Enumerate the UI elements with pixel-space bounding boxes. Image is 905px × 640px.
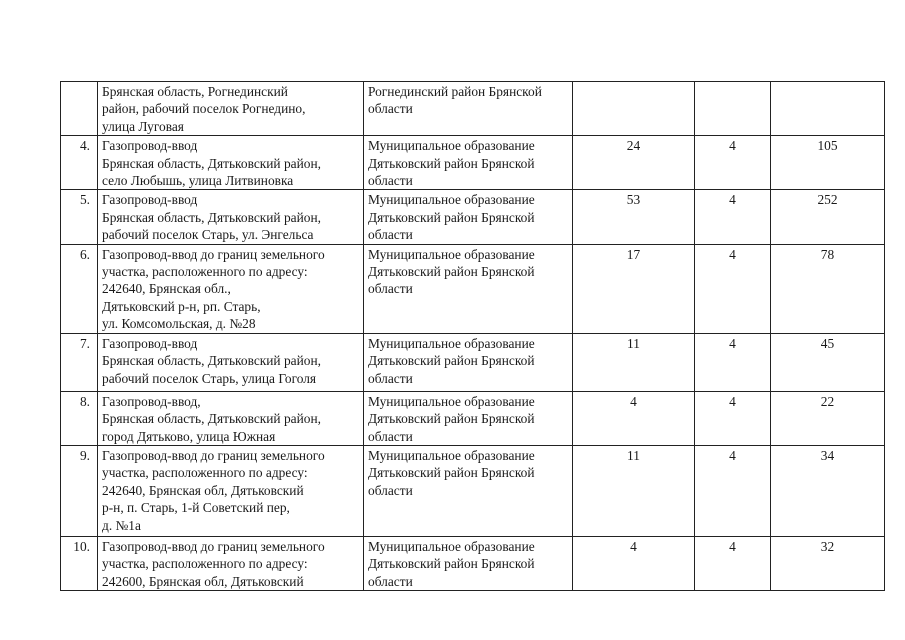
value-cell-3: 34: [771, 445, 885, 536]
row-number: 9.: [61, 445, 98, 536]
value-cell-1: 17: [573, 244, 695, 333]
table-row: [61, 190, 885, 244]
gas-pipeline-table: [60, 81, 885, 591]
table-row: [61, 333, 885, 391]
value-cell-2: 4: [695, 445, 771, 536]
municipality-cell: Рогнединский район Брянской области: [364, 82, 573, 136]
municipality-cell: Муниципальное образование Дятьковский район Брянской области: [364, 333, 573, 391]
table-row: [61, 391, 885, 445]
row-number: 10.: [61, 536, 98, 590]
object-cell: Газопровод-ввод Брянская область, Дятьковский район, село Любышь, улица Литвиновка: [98, 136, 364, 190]
table-row: [61, 82, 885, 136]
value-cell-3: 45: [771, 333, 885, 391]
row-number: 5.: [61, 190, 98, 244]
value-cell-2: [695, 82, 771, 136]
value-cell-3: 78: [771, 244, 885, 333]
municipality-cell: Муниципальное образование Дятьковский район Брянской области: [364, 391, 573, 445]
object-cell: Газопровод-ввод до границ земельного участка, расположенного по адресу: 242600, Брянская обл, Дятьковский: [98, 536, 364, 590]
object-cell: Газопровод-ввод до границ земельного участка, расположенного по адресу: 242640, Брянская обл, Дятьковский р-н, п. Старь, 1-й Советский пер, д. №1а: [98, 445, 364, 536]
table-row: [61, 536, 885, 590]
value-cell-3: 32: [771, 536, 885, 590]
value-cell-2: 4: [695, 333, 771, 391]
value-cell-1: 11: [573, 333, 695, 391]
value-cell-1: 4: [573, 391, 695, 445]
object-cell: Газопровод-ввод, Брянская область, Дятьковский район, город Дятьково, улица Южная: [98, 391, 364, 445]
object-cell: Газопровод-ввод Брянская область, Дятьковский район, рабочий поселок Старь, ул. Энгельса: [98, 190, 364, 244]
municipality-cell: Муниципальное образование Дятьковский район Брянской области: [364, 244, 573, 333]
value-cell-3: [771, 82, 885, 136]
table-row: [61, 244, 885, 333]
municipality-cell: Муниципальное образование Дятьковский район Брянской области: [364, 445, 573, 536]
row-number: 8.: [61, 391, 98, 445]
value-cell-1: 11: [573, 445, 695, 536]
value-cell-3: 105: [771, 136, 885, 190]
value-cell-1: 24: [573, 136, 695, 190]
table-row: [61, 136, 885, 190]
object-cell: Газопровод-ввод до границ земельного участка, расположенного по адресу: 242640, Брянская обл., Дятьковский р-н, рп. Старь, ул. Комсомольская, д. №28: [98, 244, 364, 333]
value-cell-2: 4: [695, 536, 771, 590]
row-number: 6.: [61, 244, 98, 333]
value-cell-2: 4: [695, 136, 771, 190]
value-cell-3: 22: [771, 391, 885, 445]
value-cell-1: 4: [573, 536, 695, 590]
value-cell-1: 53: [573, 190, 695, 244]
table-row: [61, 445, 885, 536]
value-cell-1: [573, 82, 695, 136]
municipality-cell: Муниципальное образование Дятьковский район Брянской области: [364, 136, 573, 190]
row-number: [61, 82, 98, 136]
object-cell: Брянская область, Рогнединский район, рабочий поселок Рогнедино, улица Луговая: [98, 82, 364, 136]
object-cell: Газопровод-ввод Брянская область, Дятьковский район, рабочий поселок Старь, улица Гоголя: [98, 333, 364, 391]
value-cell-3: 252: [771, 190, 885, 244]
value-cell-2: 4: [695, 391, 771, 445]
value-cell-2: 4: [695, 244, 771, 333]
row-number: 4.: [61, 136, 98, 190]
value-cell-2: 4: [695, 190, 771, 244]
municipality-cell: Муниципальное образование Дятьковский район Брянской области: [364, 536, 573, 590]
row-number: 7.: [61, 333, 98, 391]
municipality-cell: Муниципальное образование Дятьковский район Брянской области: [364, 190, 573, 244]
